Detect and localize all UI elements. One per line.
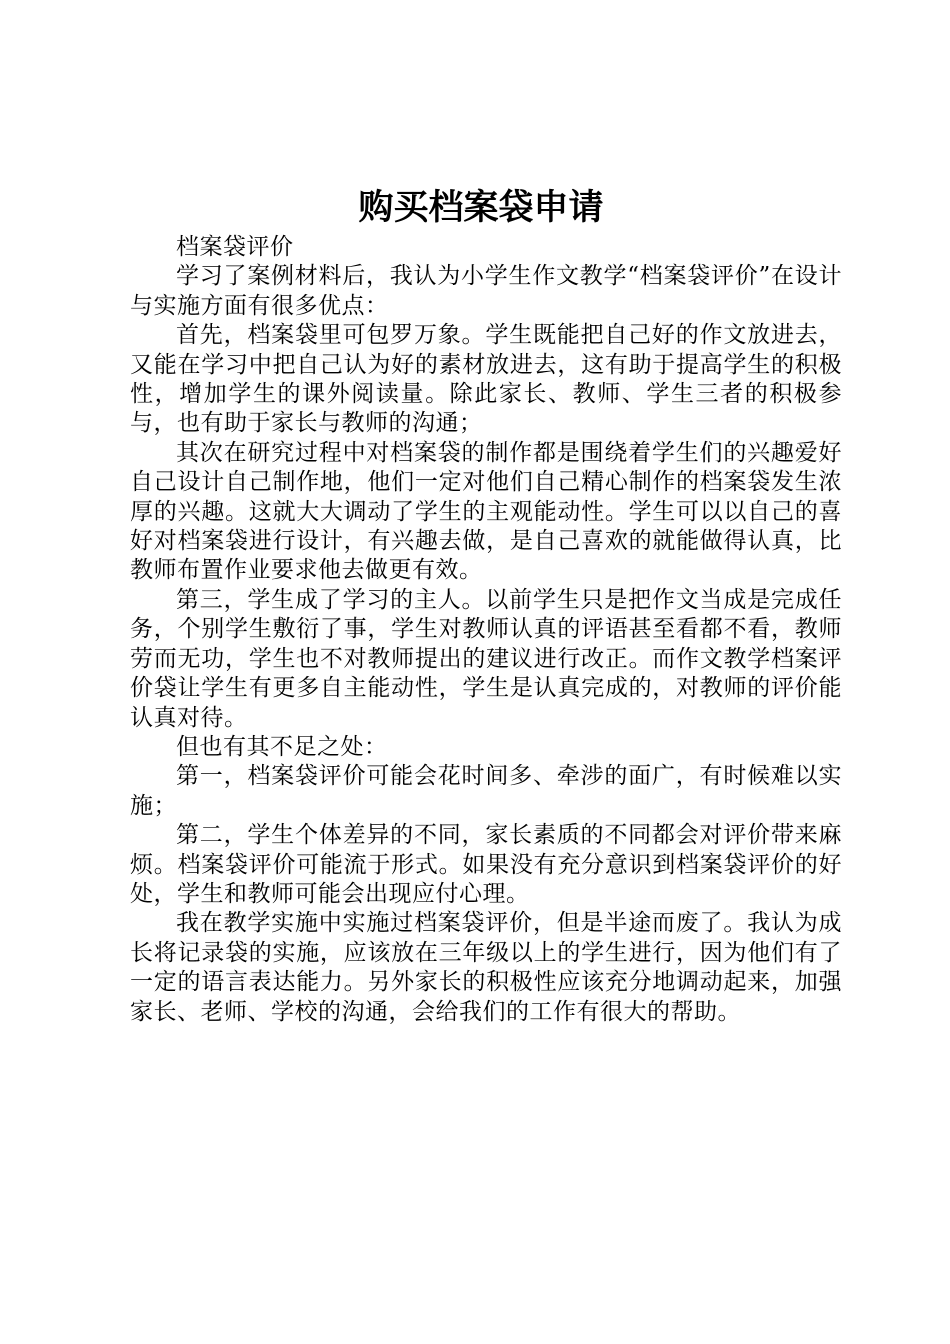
paragraph-conclusion: 我在教学实施中实施过档案袋评价，但是半途而废了。我认为成长将记录袋的实施，应该放在三年级以上的学生进行，因为他们有了一定的语言表达能力。另外家长的积极性应该充分地调动起来，加强家长、老师、学校的沟通，会给我们的工作有很大的帮助。 <box>130 910 842 1025</box>
paragraph-shortcoming-one: 第一，档案袋评价可能会花时间多、牵涉的面广，有时候难以实施； <box>130 763 842 819</box>
paragraph-shortcomings: 但也有其不足之处： <box>176 733 388 760</box>
paragraph-first: 首先，档案袋里可包罗万象。学生既能把自己好的作文放进去，又能在学习中把自己认为好的素材放进去，这有助于提高学生的积极性，增加学生的课外阅读量。除此家长、教师、学生三者的积极参与，也有助于家长与教师的沟通； <box>130 322 842 437</box>
document-body <box>130 233 842 1027</box>
paragraph-heading: 档案袋评价 <box>176 234 294 260</box>
paragraph-second: 其次在研究过程中对档案袋的制作都是围绕着学生们的兴趣爱好自己设计自己制作地，他们一定对他们自己精心制作的档案袋发生浓厚的兴趣。这就大大调动了学生的主观能动性。学生可以以自己的喜好对档案袋进行设计，有兴趣去做，是自己喜欢的就能做得认真，比教师布置作业要求他去做更有效。 <box>130 439 842 584</box>
document-title: 购买档案袋申请 <box>358 187 604 228</box>
paragraph-shortcoming-two: 第二，学生个体差异的不同，家长素质的不同都会对评价带来麻烦。档案袋评价可能流于形式。如果没有充分意识到档案袋评价的好处，学生和教师可能会出现应付心理。 <box>130 822 842 907</box>
paragraph-intro: 学习了案例材料后，我认为小学生作文教学“档案袋评价”在设计与实施方面有很多优点： <box>130 263 842 319</box>
paragraph-third: 第三，学生成了学习的主人。以前学生只是把作文当成是完成任务，个别学生敷衍了事，学生对教师认真的评语甚至看都不看，教师劳而无功，学生也不对教师提出的建议进行改正。而作文教学档案评价袋让学生有更多自主能动性，学生是认真完成的，对教师的评价能认真对待。 <box>130 586 842 731</box>
